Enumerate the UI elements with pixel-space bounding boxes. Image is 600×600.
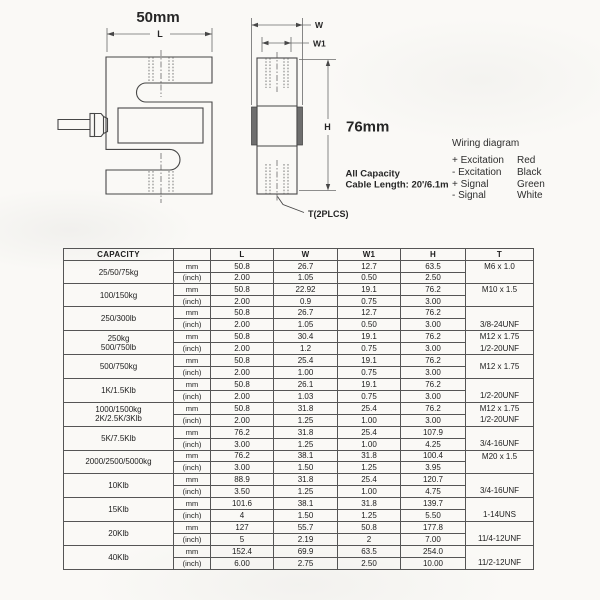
unit-label-mm: mm: [174, 545, 211, 557]
h-value-mm: 76.2: [401, 284, 466, 296]
capacity-cell: [64, 426, 174, 450]
w-value-mm: 25.4: [274, 355, 338, 367]
w-arrow-right: [296, 23, 303, 27]
unit-label-inch: (inch): [174, 343, 211, 355]
wiring-signal-label: + Signal: [452, 178, 489, 190]
l-value-mm: 50.8: [211, 402, 274, 414]
w1-value-mm: 25.4: [338, 402, 401, 414]
w1-value-inch: 1.25: [338, 462, 401, 474]
w-dim-label: W: [315, 20, 324, 30]
h-value-mm: 177.8: [401, 521, 466, 533]
capacity-label-line: 500/750lb: [100, 342, 137, 352]
capacity-cell: [64, 402, 174, 426]
l-value-inch: 2.00: [211, 366, 274, 378]
unit-label-mm: mm: [174, 426, 211, 438]
cable-hex-fitting: [90, 114, 108, 137]
h-value-inch: 3.00: [401, 343, 466, 355]
w1-arrow-left: [262, 41, 269, 45]
l-value-mm: 50.8: [211, 284, 274, 296]
wiring-row-signal-minus: [452, 190, 597, 202]
cable-note-line2: Cable Length: 20'/6.1m: [345, 179, 449, 191]
thread-spec-value: 1/2-20UNF: [479, 415, 520, 425]
unit-label-mm: mm: [174, 402, 211, 414]
w1-value-inch: 0.50: [338, 272, 401, 284]
spec-row-mm: [64, 545, 534, 557]
thread-spec-value: 3/4-16UNF: [479, 486, 520, 496]
capacity-label-line: 20Klb: [108, 528, 129, 538]
spec-row-mm: [64, 331, 534, 343]
w-value-inch: 1.05: [274, 272, 338, 284]
w1-value-inch: 1.00: [338, 438, 401, 450]
h-value-inch: 3.00: [401, 414, 466, 426]
l-value-inch: 2.00: [211, 414, 274, 426]
w1-arrow-right: [285, 41, 292, 45]
col-header-w1: W1: [338, 249, 401, 261]
capacity-cell: [64, 284, 174, 307]
thread-spec-value: M20 x 1.5: [481, 451, 518, 461]
h-value-mm: 139.7: [401, 497, 466, 509]
wiring-color-name: Green: [517, 178, 545, 190]
l-value-mm: 50.8: [211, 355, 274, 367]
w-value-inch: 2.75: [274, 557, 338, 569]
capacity-label-line: 2000/2500/5000kg: [85, 457, 152, 467]
thread-spec-cell: [466, 378, 534, 402]
l-value-inch: 5: [211, 533, 274, 545]
w-value-inch: 1.25: [274, 438, 338, 450]
wiring-signal-label: - Signal: [452, 190, 486, 202]
col-header-w: W: [274, 249, 338, 261]
l-value-mm: 50.8: [211, 331, 274, 343]
spec-row-mm: [64, 521, 534, 533]
w1-value-inch: 0.75: [338, 390, 401, 402]
capacity-spec-table: [63, 248, 534, 570]
spec-row-mm: [64, 497, 534, 509]
spacer: [466, 546, 533, 558]
w-value-inch: 1.50: [274, 462, 338, 474]
unit-label-mm: mm: [174, 497, 211, 509]
capacity-label-line: 1K/1.5Klb: [101, 385, 136, 395]
w1-value-mm: 12.7: [338, 261, 401, 273]
l-value-mm: 101.6: [211, 497, 274, 509]
h-value-mm: 76.2: [401, 378, 466, 390]
unit-label-mm: mm: [174, 307, 211, 319]
wiring-color-name: Black: [517, 166, 542, 178]
unit-label-inch: (inch): [174, 295, 211, 307]
w-value-mm: 31.8: [274, 426, 338, 438]
capacity-label-line: 2K/2.5K/3Klb: [95, 414, 142, 424]
thread-spec-value: M12 x 1.75: [479, 332, 520, 342]
l-value-mm: 50.8: [211, 261, 274, 273]
thread-spec-cell: [466, 545, 534, 569]
unit-label-mm: mm: [174, 521, 211, 533]
w-value-mm: 30.4: [274, 331, 338, 343]
spec-row-mm: [64, 402, 534, 414]
wiring-color-name: Red: [517, 155, 536, 166]
spec-row-mm: [64, 473, 534, 485]
w-value-mm: 38.1: [274, 497, 338, 509]
w-value-inch: 1.00: [274, 366, 338, 378]
thread-spec-value: 1/2-20UNF: [479, 391, 520, 401]
capacity-cell: [64, 473, 174, 497]
capacity-label-line: 100/150kg: [99, 290, 138, 300]
thread-spec-value: M10 x 1.5: [481, 285, 518, 295]
w1-value-mm: 25.4: [338, 473, 401, 485]
thread-spec-value: M12 x 1.75: [479, 403, 520, 413]
front-width-label: 50mm: [136, 9, 180, 26]
w1-value-inch: 0.75: [338, 366, 401, 378]
spec-row-mm: [64, 307, 534, 319]
w-value-inch: 0.9: [274, 295, 338, 307]
w-value-inch: 1.25: [274, 485, 338, 497]
w1-value-mm: 31.8: [338, 497, 401, 509]
wiring-row-excitation-minus: [452, 167, 597, 179]
cable-note-line1: All Capacity: [345, 168, 400, 180]
capacity-label-line: 250/300lb: [100, 314, 137, 324]
unit-label-inch: (inch): [174, 557, 211, 569]
unit-label-mm: mm: [174, 284, 211, 296]
h-value-inch: 5.50: [401, 509, 466, 521]
thread-spec-cell: [466, 497, 534, 521]
l-value-mm: 50.8: [211, 378, 274, 390]
thread-spec-cell: [466, 521, 534, 545]
w-value-mm: 69.9: [274, 545, 338, 557]
side-height-label: 76mm: [346, 118, 390, 136]
w1-value-mm: 31.8: [338, 450, 401, 462]
w-value-mm: 22.92: [274, 284, 338, 296]
thread-note-label: T(2PLCS): [308, 209, 349, 219]
h-value-inch: 4.25: [401, 438, 466, 450]
w1-value-mm: 19.1: [338, 331, 401, 343]
l-value-mm: 76.2: [211, 450, 274, 462]
unit-label-inch: (inch): [174, 485, 211, 497]
thread-note-leader: [278, 197, 305, 213]
col-header-units: [174, 249, 211, 261]
l-value-mm: 88.9: [211, 473, 274, 485]
cable: [58, 120, 90, 130]
spec-row-mm: [64, 355, 534, 367]
w1-value-mm: 19.1: [338, 355, 401, 367]
l-value-inch: 2.00: [211, 390, 274, 402]
thread-spec-cell: [466, 284, 534, 307]
front-view-outline: [106, 57, 212, 194]
l-value-inch: 3.00: [211, 438, 274, 450]
wiring-color-name: White: [517, 190, 543, 202]
l-value-inch: 2.00: [211, 343, 274, 355]
l-value-inch: 2.00: [211, 295, 274, 307]
w-value-mm: 55.7: [274, 521, 338, 533]
capacity-cell: [64, 450, 174, 473]
spacer: [466, 474, 533, 486]
w-value-inch: 1.50: [274, 509, 338, 521]
l-value-inch: 6.00: [211, 557, 274, 569]
w1-value-inch: 0.50: [338, 319, 401, 331]
w1-value-inch: 2.50: [338, 557, 401, 569]
spacer: [466, 522, 533, 534]
spacer: [466, 498, 533, 510]
h-value-mm: 254.0: [401, 545, 466, 557]
spacer: [466, 307, 533, 319]
gauge-strip-left: [252, 107, 258, 145]
unit-label-inch: (inch): [174, 533, 211, 545]
col-header-capacity: CAPACITY: [64, 249, 174, 261]
thread-spec-cell: [466, 261, 534, 284]
capacity-label-line: 15Klb: [108, 504, 129, 514]
thread-spec-cell: [466, 331, 534, 355]
h-value-inch: 7.00: [401, 533, 466, 545]
w1-dim-label: W1: [313, 38, 326, 49]
capacity-label-line: 25/50/75kg: [98, 267, 139, 277]
thread-spec-cell: [466, 402, 534, 426]
w1-value-inch: 1.00: [338, 485, 401, 497]
w1-value-mm: 19.1: [338, 284, 401, 296]
w-value-mm: 26.1: [274, 378, 338, 390]
w-value-mm: 31.8: [274, 402, 338, 414]
wiring-signal-label: - Excitation: [452, 166, 502, 178]
h-dim-label: H: [324, 122, 331, 132]
wiring-row-signal-plus: [452, 179, 597, 191]
unit-label-mm: mm: [174, 355, 211, 367]
h-value-mm: 120.7: [401, 473, 466, 485]
h-value-mm: 76.2: [401, 331, 466, 343]
load-cell-drawings: [0, 0, 600, 246]
capacity-cell: [64, 545, 174, 569]
h-value-inch: 2.50: [401, 272, 466, 284]
l-value-inch: 3.00: [211, 462, 274, 474]
unit-label-mm: mm: [174, 378, 211, 390]
l-dim-label: L: [157, 29, 163, 40]
h-value-mm: 63.5: [401, 261, 466, 273]
thread-spec-value: 3/4-16UNF: [479, 439, 520, 449]
unit-label-inch: (inch): [174, 414, 211, 426]
l-arrow-right: [205, 32, 212, 36]
capacity-cell: [64, 307, 174, 331]
l-value-inch: 2.00: [211, 319, 274, 331]
w1-value-inch: 2: [338, 533, 401, 545]
l-value-mm: 127: [211, 521, 274, 533]
h-value-inch: 3.00: [401, 295, 466, 307]
thread-spec-value: M6 x 1.0: [484, 262, 515, 271]
spec-row-mm: [64, 426, 534, 438]
capacity-cell: [64, 355, 174, 378]
capacity-cell: [64, 497, 174, 521]
wiring-diagram: [452, 138, 597, 202]
w-value-inch: 1.03: [274, 390, 338, 402]
thread-spec-cell: [466, 450, 534, 473]
h-value-inch: 3.95: [401, 462, 466, 474]
unit-label-inch: (inch): [174, 462, 211, 474]
spacer: [466, 427, 533, 439]
unit-label-inch: (inch): [174, 390, 211, 402]
thread-spec-value: 1/2-20UNF: [479, 343, 520, 353]
w-arrow-left: [252, 23, 259, 27]
l-value-inch: 3.50: [211, 485, 274, 497]
w1-value-inch: 0.75: [338, 343, 401, 355]
h-value-mm: 76.2: [401, 307, 466, 319]
col-header-t: T: [466, 249, 534, 261]
h-value-inch: 3.00: [401, 319, 466, 331]
w-value-mm: 31.8: [274, 473, 338, 485]
w-value-inch: 1.2: [274, 343, 338, 355]
unit-label-mm: mm: [174, 261, 211, 273]
spec-row-mm: [64, 261, 534, 273]
front-view-drawing: [58, 28, 212, 203]
col-header-h: H: [401, 249, 466, 261]
w-value-inch: 1.05: [274, 319, 338, 331]
w1-value-mm: 25.4: [338, 426, 401, 438]
spec-row-mm: [64, 450, 534, 462]
table-header-row: [64, 249, 534, 261]
thread-spec-value: 11/4-12UNF: [478, 534, 521, 544]
h-value-mm: 76.2: [401, 402, 466, 414]
wiring-row-excitation-plus: [452, 155, 597, 167]
h-value-inch: 4.75: [401, 485, 466, 497]
w-dimension: [252, 18, 312, 105]
unit-label-inch: (inch): [174, 272, 211, 284]
l-arrow-left: [107, 32, 114, 36]
l-value-mm: 152.4: [211, 545, 274, 557]
w1-value-mm: 19.1: [338, 378, 401, 390]
unit-label-mm: mm: [174, 473, 211, 485]
w1-value-inch: 0.75: [338, 295, 401, 307]
spec-row-mm: [64, 378, 534, 390]
l-value-mm: 76.2: [211, 426, 274, 438]
thread-spec-cell: [466, 307, 534, 331]
w1-value-inch: 1.00: [338, 414, 401, 426]
capacity-label-line: 500/750kg: [99, 361, 138, 371]
w-value-inch: 1.25: [274, 414, 338, 426]
h-value-mm: 76.2: [401, 355, 466, 367]
unit-label-inch: (inch): [174, 438, 211, 450]
thread-spec-value: M12 x 1.75: [479, 361, 520, 371]
h-arrow-bottom: [326, 184, 330, 191]
unit-label-mm: mm: [174, 450, 211, 462]
thread-spec-value: 3/8-24UNF: [479, 319, 520, 329]
capacity-label-line: 250kg: [107, 333, 130, 343]
l-value-inch: 4: [211, 509, 274, 521]
thread-spec-value: 1-14UNS: [483, 510, 516, 520]
thread-spec-cell: [466, 355, 534, 378]
gauge-window: [118, 108, 203, 143]
w1-value-mm: 12.7: [338, 307, 401, 319]
thread-spec-cell: [466, 473, 534, 497]
capacity-cell: [64, 261, 174, 284]
w-value-mm: 26.7: [274, 307, 338, 319]
h-value-mm: 107.9: [401, 426, 466, 438]
h-value-inch: 3.00: [401, 390, 466, 402]
w1-value-inch: 1.25: [338, 509, 401, 521]
w1-value-mm: 50.8: [338, 521, 401, 533]
capacity-cell: [64, 378, 174, 402]
thread-spec-value: 11/2-12UNF: [478, 558, 521, 568]
gauge-strip-right: [297, 107, 303, 145]
wiring-signal-label: + Excitation: [452, 155, 504, 166]
l-value-mm: 50.8: [211, 307, 274, 319]
wiring-diagram-title: Wiring diagram: [452, 138, 520, 149]
capacity-label-line: 10Klb: [108, 480, 129, 490]
unit-label-inch: (inch): [174, 319, 211, 331]
unit-label-inch: (inch): [174, 366, 211, 378]
l-value-inch: 2.00: [211, 272, 274, 284]
h-value-inch: 3.00: [401, 366, 466, 378]
w-value-inch: 2.19: [274, 533, 338, 545]
w-value-mm: 38.1: [274, 450, 338, 462]
spacer: [466, 379, 533, 391]
capacity-label-line: 40Klb: [108, 552, 129, 562]
h-value-mm: 100.4: [401, 450, 466, 462]
h-arrow-top: [326, 60, 330, 67]
unit-label-inch: (inch): [174, 509, 211, 521]
w-value-mm: 26.7: [274, 261, 338, 273]
capacity-label-line: 5K/7.5Klb: [101, 433, 136, 443]
thread-spec-cell: [466, 426, 534, 450]
h-value-inch: 10.00: [401, 557, 466, 569]
w1-value-mm: 63.5: [338, 545, 401, 557]
capacity-cell: [64, 521, 174, 545]
unit-label-mm: mm: [174, 331, 211, 343]
capacity-label-line: 1000/1500kg: [95, 405, 142, 415]
spec-row-mm: [64, 284, 534, 296]
capacity-cell: [64, 331, 174, 355]
col-header-l: L: [211, 249, 274, 261]
